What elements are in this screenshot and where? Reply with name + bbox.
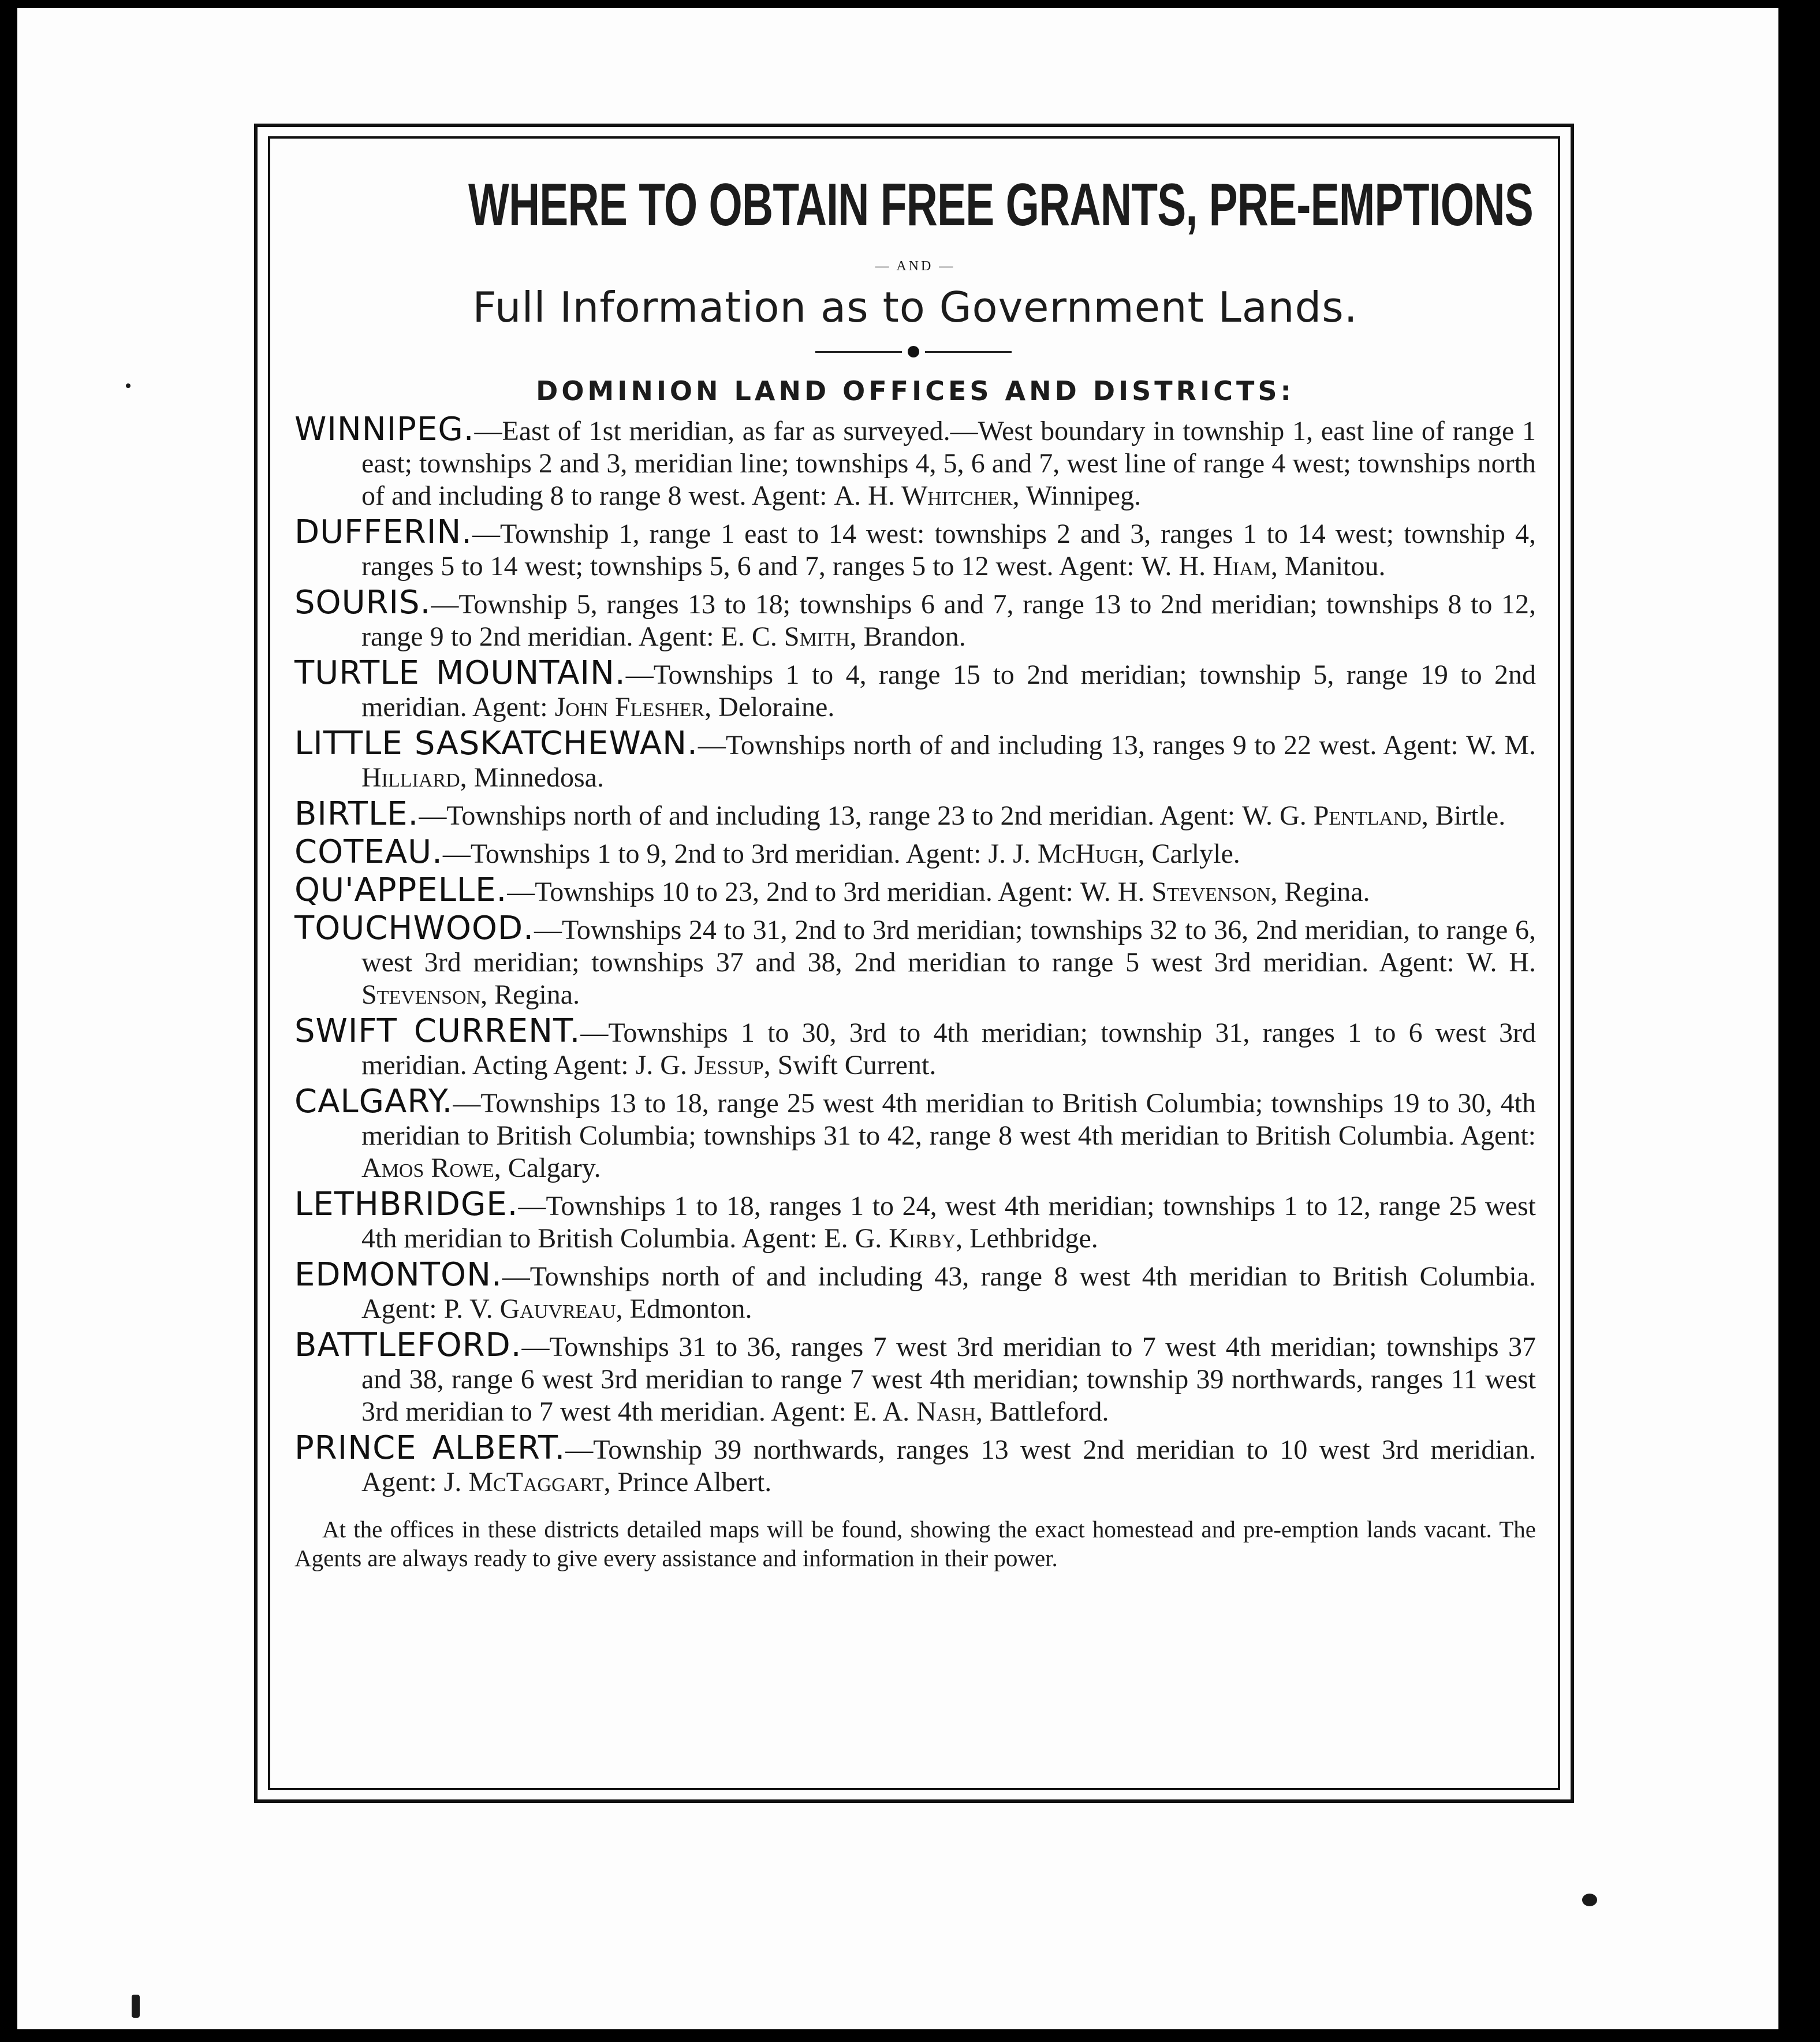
- ornament-rule-left: [815, 351, 902, 353]
- agent-name: E. C. Smith: [721, 621, 850, 652]
- district-name: BATTLEFORD.: [294, 1326, 522, 1364]
- section-heading: DOMINION LAND OFFICES AND DISTRICTS:: [536, 375, 1295, 407]
- district-description: —Townships 1 to 9, 2nd to 3rd meridian. Agent:: [442, 839, 989, 869]
- agent-location: , Minnedosa.: [460, 762, 604, 793]
- district-entry: [294, 1188, 1536, 1255]
- district-description: —Townships 24 to 31, 2nd to 3rd meridian; townships 32 to 36, 2nd meridian, to range 6, west 3rd meridian; townships 37 and 38, 2nd meridian to range 5 west 3rd meridian. Agent:: [361, 915, 1536, 978]
- ornament-divider: [294, 336, 1536, 368]
- district-entry: [294, 1256, 1536, 1325]
- agent-name: E. A. Nash: [853, 1396, 976, 1427]
- district-name: BIRTLE.: [294, 795, 419, 833]
- agent-location: , Lethbridge.: [956, 1223, 1098, 1254]
- district-name: LITTLE SASKATCHEWAN.: [294, 725, 698, 762]
- district-name: PRINCE ALBERT.: [294, 1429, 566, 1467]
- agent-location: , Birtle.: [1421, 800, 1506, 831]
- and-separator: — AND —: [875, 259, 956, 274]
- district-description: —Townships 31 to 36, ranges 7 west 3rd meridian to 7 west 4th meridian; townships 37 and 38, range 6 west 3rd meridian to range 7 west 4th meridian; township 39 northwards, ranges 11 west 3rd meridian to 7 west 4th meridian. Agent:: [361, 1332, 1536, 1427]
- footnote: At the offices in these districts detailed maps will be found, showing the exact homestead and pre-emption lands vacant. The Agents are always ready to give every assistance and information in their power.: [294, 1516, 1536, 1571]
- page-title: WHERE TO OBTAIN FREE GRANTS, PRE-EMPTIONS: [468, 172, 1533, 239]
- district-entry: [294, 725, 1536, 794]
- district-entry: [294, 912, 1536, 1011]
- agent-name: W. G. Pentland: [1242, 800, 1422, 831]
- district-description: —East of 1st meridian, as far as surveyed.—West boundary in township 1, east line of range 1 east; townships 2 and 3, meridian line; townships 4, 5, 6 and 7, west line of range 4 west; townships north of and including 8 to range 8 west. Agent:: [361, 416, 1536, 511]
- agent-name: P. V. Gauvreau: [443, 1294, 616, 1324]
- agent-name: John Flesher: [554, 692, 705, 722]
- district-entry: [294, 584, 1536, 653]
- page-subtitle: Full Information as to Government Lands.: [472, 283, 1358, 331]
- district-entry: [294, 1429, 1536, 1499]
- ornament-dot: [908, 346, 919, 357]
- district-name: EDMONTON.: [294, 1256, 502, 1294]
- district-name: DUFFERIN.: [294, 513, 473, 551]
- district-entry: [294, 833, 1536, 871]
- district-name: QU'APPELLE.: [294, 871, 508, 909]
- agent-name: E. G. Kirby: [824, 1223, 956, 1254]
- agent-name: W. H. Stevenson: [361, 947, 1536, 1010]
- agent-name: W. H. Hiam: [1141, 551, 1271, 582]
- agent-location: , Swift Current.: [763, 1050, 937, 1080]
- agent-name: Amos Rowe: [361, 1153, 494, 1183]
- district-entry: [294, 1326, 1536, 1428]
- district-name: TOUCHWOOD.: [294, 910, 534, 947]
- ornament-rule-right: [925, 351, 1012, 353]
- district-description: —Townships 1 to 30, 3rd to 4th meridian; township 31, ranges 1 to 6 west 3rd meridian. Acting Agent:: [361, 1018, 1536, 1080]
- agent-name: A. H. Whitcher: [834, 480, 1013, 511]
- district-description: —Townships 10 to 23, 2nd to 3rd meridian. Agent:: [507, 877, 1080, 907]
- ink-speck: [126, 383, 130, 388]
- agent-name: J. McTaggart: [443, 1467, 604, 1497]
- district-description: —Townships north of and including 13, ranges 9 to 22 west. Agent:: [698, 730, 1467, 761]
- district-description: —Township 39 northwards, ranges 13 west 2nd meridian to 10 west 3rd meridian. Agent:: [361, 1434, 1536, 1497]
- district-name: CALGARY.: [294, 1083, 453, 1120]
- agent-location: , Edmonton.: [616, 1294, 752, 1324]
- district-name: TURTLE MOUNTAIN.: [294, 654, 626, 692]
- agent-location: , Carlyle.: [1138, 839, 1240, 869]
- district-entry: [294, 513, 1536, 583]
- district-name: COTEAU.: [294, 833, 443, 871]
- agent-location: , Regina.: [480, 979, 580, 1010]
- agent-location: , Winnipeg.: [1012, 480, 1142, 511]
- ink-speck: [132, 1995, 140, 2018]
- agent-location: , Regina.: [1270, 877, 1370, 907]
- district-name: SOURIS.: [294, 584, 431, 621]
- agent-name: J. J. McHugh: [988, 839, 1138, 869]
- district-name: SWIFT CURRENT.: [294, 1012, 581, 1050]
- agent-name: W. H. Stevenson: [1080, 877, 1271, 907]
- district-entry: [294, 413, 1536, 512]
- district-entry: [294, 871, 1536, 909]
- district-name: LETHBRIDGE.: [294, 1186, 519, 1223]
- notice-content: [294, 156, 1536, 1779]
- district-list: [294, 413, 1536, 1499]
- agent-location: , Prince Albert.: [603, 1467, 772, 1497]
- agent-location: , Manitou.: [1270, 551, 1386, 582]
- agent-location: , Calgary.: [494, 1153, 601, 1183]
- district-description: —Townships north of and including 13, range 23 to 2nd meridian. Agent:: [419, 800, 1243, 831]
- district-entry: [294, 1083, 1536, 1184]
- agent-name: J. G. Jessup: [635, 1050, 764, 1080]
- district-description: —Townships 13 to 18, range 25 west 4th meridian to British Columbia; townships 19 to 30, 4th meridian to British Columbia; townships 31 to 42, range 8 west 4th meridian to British Columbia. Agent:: [361, 1088, 1536, 1151]
- district-entry: [294, 1012, 1536, 1082]
- district-description: —Township 5, ranges 13 to 18; townships 6 and 7, range 13 to 2nd meridian; townships 8 to 12, range 9 to 2nd meridian. Agent:: [361, 589, 1536, 652]
- district-entry: [294, 795, 1536, 833]
- agent-location: , Deloraine.: [704, 692, 835, 722]
- agent-name: W. M. Hilliard: [361, 730, 1536, 793]
- district-description: —Township 1, range 1 east to 14 west: townships 2 and 3, ranges 1 to 14 west; township 4, ranges 5 to 14 west; townships 5, 6 and 7, ranges 5 to 12 west. Agent:: [361, 519, 1536, 582]
- district-description: —Townships north of and including 43, range 8 west 4th meridian to British Columbia. Agent:: [361, 1261, 1536, 1324]
- agent-location: , Brandon.: [849, 621, 966, 652]
- district-description: —Townships 1 to 18, ranges 1 to 24, west 4th meridian; townships 1 to 12, range 25 west 4th meridian to British Columbia. Agent:: [361, 1191, 1536, 1254]
- agent-location: , Battleford.: [975, 1396, 1109, 1427]
- district-entry: [294, 654, 1536, 724]
- district-name: WINNIPEG.: [294, 411, 475, 448]
- district-description: —Townships 1 to 4, range 15 to 2nd meridian; township 5, range 19 to 2nd meridian. Agent:: [361, 659, 1536, 722]
- ink-speck: [1582, 1894, 1597, 1906]
